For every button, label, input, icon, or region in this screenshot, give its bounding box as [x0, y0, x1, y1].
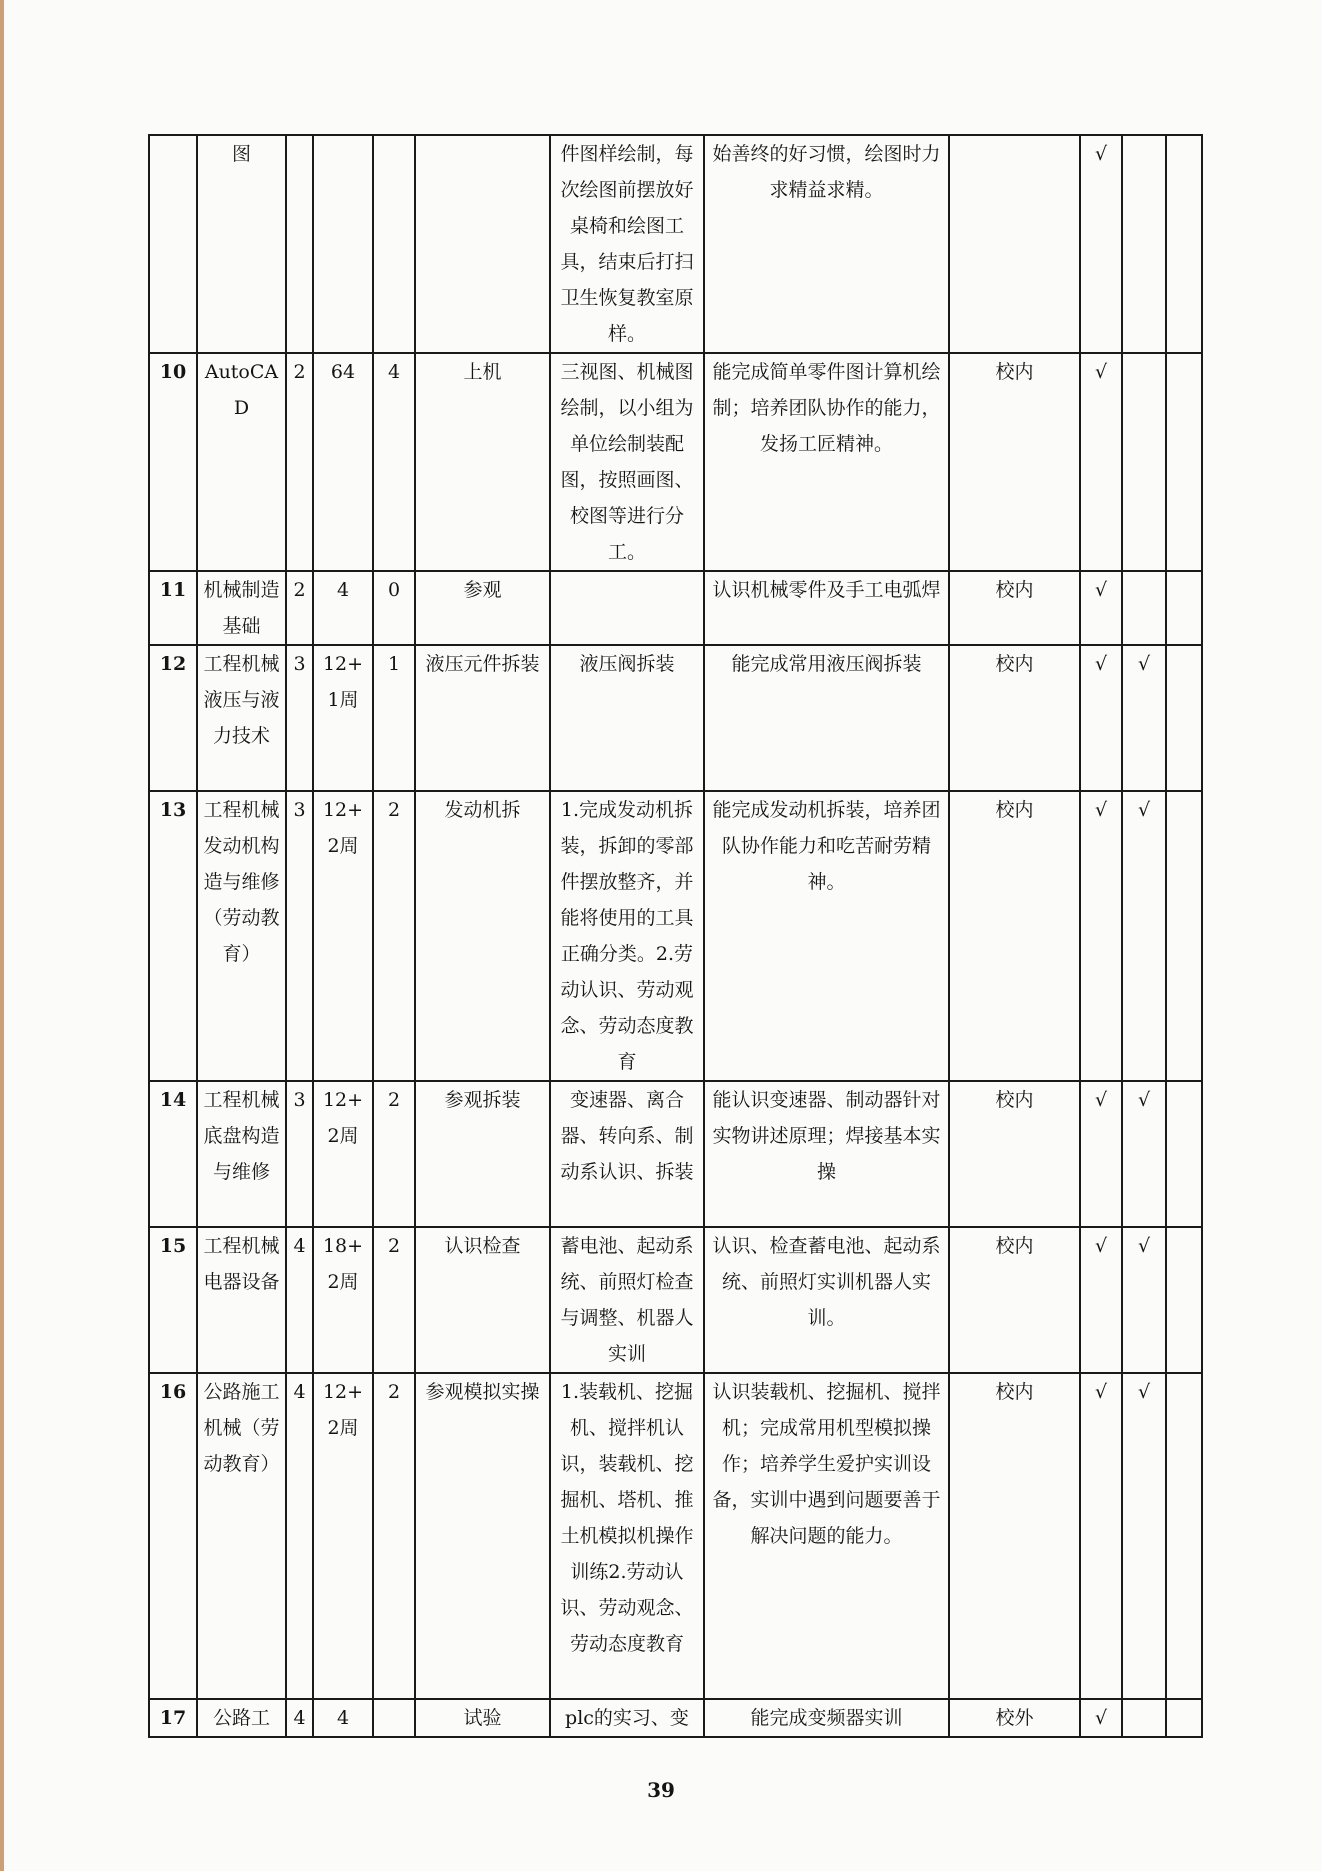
cell-credit: 2 [373, 791, 415, 1081]
cell-method: 发动机拆 [415, 791, 550, 1081]
cell-goal: 能完成简单零件图计算机绘制；培养团队协作的能力，发扬工匠精神。 [704, 353, 949, 571]
cell-method: 参观模拟实操 [415, 1373, 550, 1699]
training-table [148, 134, 1203, 1738]
cell-content: 件图样绘制，每次绘图前摆放好桌椅和绘图工具，结束后打扫卫生恢复教室原样。 [550, 135, 704, 353]
cell-method: 试验 [415, 1699, 550, 1737]
cell-credit: 0 [373, 571, 415, 645]
cell-place: 校内 [949, 1081, 1080, 1227]
cell-no: 14 [149, 1081, 197, 1227]
cell-no: 16 [149, 1373, 197, 1699]
cell-no: 11 [149, 571, 197, 645]
cell-no: 13 [149, 791, 197, 1081]
cell-extra [1166, 1081, 1202, 1227]
cell-extra [1166, 135, 1202, 353]
cell-check-1: √ [1080, 571, 1122, 645]
cell-place: 校内 [949, 1373, 1080, 1699]
cell-check-2: √ [1122, 791, 1166, 1081]
cell-credit: 2 [373, 1373, 415, 1699]
cell-extra [1166, 1699, 1202, 1737]
cell-check-2: √ [1122, 1081, 1166, 1227]
table-row [149, 1081, 1202, 1227]
cell-hours: 4 [313, 1699, 373, 1737]
cell-content: 液压阀拆装 [550, 645, 704, 791]
cell-course: 公路工 [197, 1699, 286, 1737]
cell-content: 1.完成发动机拆装，拆卸的零部件摆放整齐，并能将使用的工具正确分类。2.劳动认识、劳动观念、劳动态度教育 [550, 791, 704, 1081]
cell-extra [1166, 791, 1202, 1081]
cell-method: 液压元件拆装 [415, 645, 550, 791]
table-row [149, 1373, 1202, 1699]
cell-course: 公路施工机械（劳动教育） [197, 1373, 286, 1699]
cell-check-1: √ [1080, 135, 1122, 353]
cell-no [149, 135, 197, 353]
cell-credit: 2 [373, 1081, 415, 1227]
cell-check-1: √ [1080, 1373, 1122, 1699]
cell-place: 校内 [949, 353, 1080, 571]
cell-place: 校内 [949, 571, 1080, 645]
cell-check-2 [1122, 1699, 1166, 1737]
cell-check-2: √ [1122, 645, 1166, 791]
table-row [149, 645, 1202, 791]
cell-check-2: √ [1122, 1227, 1166, 1373]
cell-course: AutoCAD [197, 353, 286, 571]
cell-content: 三视图、机械图绘制，以小组为单位绘制装配图，按照画图、校图等进行分工。 [550, 353, 704, 571]
cell-goal: 能认识变速器、制动器针对实物讲述原理；焊接基本实操 [704, 1081, 949, 1227]
cell-hours: 4 [313, 571, 373, 645]
cell-course: 工程机械发动机构造与维修（劳动教育） [197, 791, 286, 1081]
cell-extra [1166, 1227, 1202, 1373]
cell-hours: 12+1周 [313, 645, 373, 791]
cell-check-1: √ [1080, 791, 1122, 1081]
cell-check-1: √ [1080, 353, 1122, 571]
cell-term: 3 [286, 645, 313, 791]
cell-check-2 [1122, 353, 1166, 571]
cell-hours [313, 135, 373, 353]
cell-check-1: √ [1080, 1227, 1122, 1373]
cell-method: 参观 [415, 571, 550, 645]
cell-goal: 认识、检查蓄电池、起动系统、前照灯实训机器人实训。 [704, 1227, 949, 1373]
cell-place [949, 135, 1080, 353]
table-row [149, 353, 1202, 571]
cell-extra [1166, 571, 1202, 645]
cell-term: 2 [286, 353, 313, 571]
cell-term: 2 [286, 571, 313, 645]
cell-extra [1166, 645, 1202, 791]
cell-method [415, 135, 550, 353]
cell-check-2 [1122, 571, 1166, 645]
cell-course: 工程机械底盘构造与维修 [197, 1081, 286, 1227]
cell-hours: 18+2周 [313, 1227, 373, 1373]
table-row [149, 1699, 1202, 1737]
cell-hours: 64 [313, 353, 373, 571]
cell-goal: 认识机械零件及手工电弧焊 [704, 571, 949, 645]
cell-no: 10 [149, 353, 197, 571]
cell-check-1: √ [1080, 1081, 1122, 1227]
cell-content: 变速器、离合器、转向系、制动系认识、拆装 [550, 1081, 704, 1227]
cell-goal: 能完成常用液压阀拆装 [704, 645, 949, 791]
cell-extra [1166, 1373, 1202, 1699]
cell-place: 校内 [949, 1227, 1080, 1373]
page-number: 39 [647, 1778, 675, 1802]
cell-term: 4 [286, 1373, 313, 1699]
cell-goal: 始善终的好习惯，绘图时力求精益求精。 [704, 135, 949, 353]
cell-content [550, 571, 704, 645]
cell-course: 工程机械液压与液力技术 [197, 645, 286, 791]
cell-credit: 4 [373, 353, 415, 571]
cell-term: 4 [286, 1227, 313, 1373]
cell-credit: 2 [373, 1227, 415, 1373]
cell-extra [1166, 353, 1202, 571]
cell-goal: 能完成变频器实训 [704, 1699, 949, 1737]
table-row [149, 571, 1202, 645]
cell-goal: 能完成发动机拆装，培养团队协作能力和吃苦耐劳精神。 [704, 791, 949, 1081]
cell-no: 17 [149, 1699, 197, 1737]
cell-term: 3 [286, 1081, 313, 1227]
cell-credit [373, 1699, 415, 1737]
cell-method: 参观拆装 [415, 1081, 550, 1227]
cell-hours: 12+2周 [313, 1081, 373, 1227]
cell-content: 蓄电池、起动系统、前照灯检查与调整、机器人实训 [550, 1227, 704, 1373]
cell-check-2: √ [1122, 1373, 1166, 1699]
cell-place: 校内 [949, 645, 1080, 791]
cell-term [286, 135, 313, 353]
cell-content: 1.装载机、挖掘机、搅拌机认识，装载机、挖掘机、塔机、推土机模拟机操作训练2.劳动认识、劳动观念、劳动态度教育 [550, 1373, 704, 1699]
cell-no: 12 [149, 645, 197, 791]
cell-course: 图 [197, 135, 286, 353]
table-row [149, 791, 1202, 1081]
cell-place: 校外 [949, 1699, 1080, 1737]
cell-place: 校内 [949, 791, 1080, 1081]
cell-no: 15 [149, 1227, 197, 1373]
cell-term: 4 [286, 1699, 313, 1737]
table-row [149, 135, 1202, 353]
cell-method: 上机 [415, 353, 550, 571]
cell-hours: 12+2周 [313, 791, 373, 1081]
cell-credit: 1 [373, 645, 415, 791]
page-edge [0, 0, 4, 1871]
cell-check-1: √ [1080, 1699, 1122, 1737]
cell-content: plc的实习、变 [550, 1699, 704, 1737]
cell-course: 机械制造基础 [197, 571, 286, 645]
cell-term: 3 [286, 791, 313, 1081]
cell-hours: 12+2周 [313, 1373, 373, 1699]
cell-course: 工程机械电器设备 [197, 1227, 286, 1373]
cell-check-1: √ [1080, 645, 1122, 791]
cell-method: 认识检查 [415, 1227, 550, 1373]
cell-credit [373, 135, 415, 353]
cell-goal: 认识装载机、挖掘机、搅拌机；完成常用机型模拟操作；培养学生爱护实训设备，实训中遇到问题要善于解决问题的能力。 [704, 1373, 949, 1699]
cell-check-2 [1122, 135, 1166, 353]
table-row [149, 1227, 1202, 1373]
